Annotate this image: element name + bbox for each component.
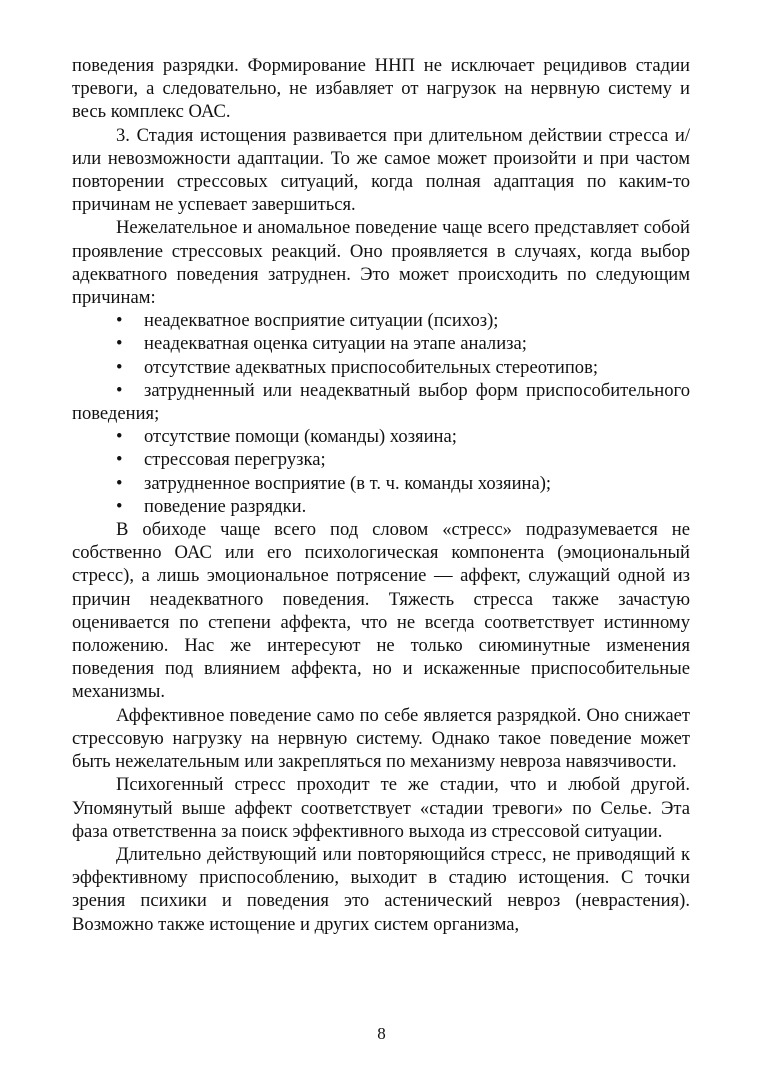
bullet-icon: •	[116, 426, 123, 448]
bullet-icon: •	[116, 356, 123, 378]
list-item	[72, 425, 690, 448]
bullet-icon: •	[116, 472, 123, 494]
paragraph-stress-meaning: В обиходе чаще всего под словом «стресс» подразумевается не собственно ОАС или его психологическая компонента (эмоциональный стресс), а лишь эмоциональное потрясение — аффект, служащий одной из причин неадекватного поведения. Тяжесть стресса также зачастую оценивается по степени аффекта, что не всегда соответствует истинному положению. Нас же интересуют не только сиюминутные изменения поведения под влиянием аффекта, но и искаженные приспособительные механизмы.	[72, 519, 690, 703]
list-item-text: неадекватная оценка ситуации на этапе анализа;	[144, 333, 527, 355]
paragraph-continuation: поведения разрядки. Формирование ННП не исключает рецидивов стадии тревоги, а следовательно, не избавляет от нагрузок на нервную систему и весь комплекс ОАС.	[72, 55, 690, 123]
paragraph-prolonged-stress: Длительно действующий или повторяющийся стресс, не приводящий к эффективному приспособлению, выходит в стадию истощения. С точки зрения психики и поведения это астенический невроз (неврастения). Возможно также истощение и других систем организма,	[72, 843, 690, 935]
paragraph-exhaustion-stage: 3. Стадия истощения развивается при длительном действии стресса и/или невозможности адаптации. То же самое может произойти и при частом повторении стрессовых ситуаций, когда полная адаптация по каким-то причинам не успевает завершиться.	[72, 124, 690, 216]
paragraph-psychogenic-stress: Психогенный стресс проходит те же стадии, что и любой другой. Упомянутый выше аффект соответствует «стадии тревоги» по Селье. Эта фаза ответственна за поиск эффективного выхода из стрессовой ситуации.	[72, 774, 690, 842]
reasons-list	[72, 309, 690, 518]
bullet-icon: •	[116, 333, 123, 355]
bullet-icon: •	[116, 310, 123, 332]
list-item-text: отсутствие адекватных приспособительных стереотипов;	[144, 356, 599, 378]
list-item-text: затрудненное восприятие (в т. ч. команды хозяина);	[144, 472, 552, 494]
page-number: 8	[377, 1024, 386, 1043]
list-item	[72, 472, 690, 495]
list-item-text: затрудненный или неадекватный выбор форм приспособительного поведения;	[72, 379, 690, 425]
list-item	[72, 332, 690, 355]
list-item	[72, 309, 690, 332]
bullet-icon: •	[116, 495, 123, 517]
list-item-text: стрессовая перегрузка;	[144, 449, 326, 471]
list-item	[72, 379, 690, 425]
list-item	[72, 448, 690, 471]
list-item-text: отсутствие помощи (команды) хозяина;	[144, 426, 457, 448]
list-item	[72, 356, 690, 379]
bullet-icon: •	[116, 379, 123, 401]
document-page	[72, 54, 690, 936]
list-item	[72, 495, 690, 518]
paragraph-undesirable-behavior: Нежелательное и аномальное поведение чаще всего представляет собой проявление стрессовых реакций. Оно проявляется в случаях, когда выбор адекватного поведения затруднен. Это может происходить по следующим причинам:	[72, 217, 690, 309]
bullet-icon: •	[116, 449, 123, 471]
list-item-text: неадекватное восприятие ситуации (психоз);	[144, 310, 499, 332]
list-item-text: поведение разрядки.	[144, 495, 307, 517]
paragraph-affective-behavior: Аффективное поведение само по себе является разрядкой. Оно снижает стрессовую нагрузку на нервную систему. Однако такое поведение может быть нежелательным или закрепляться по механизму невроза навязчивости.	[72, 704, 690, 773]
